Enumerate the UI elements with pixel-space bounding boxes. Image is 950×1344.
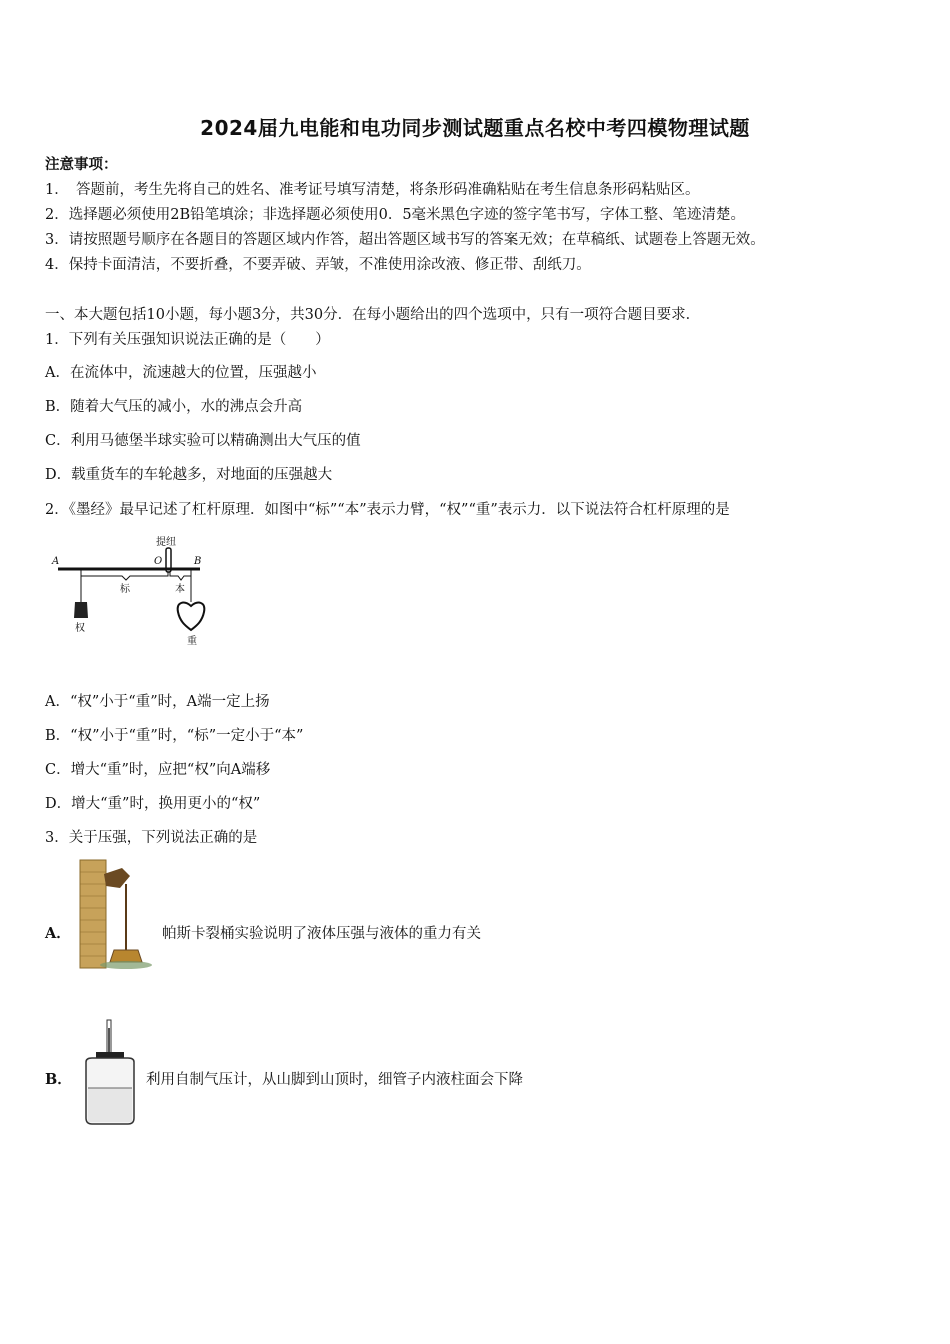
label-quan: 权 xyxy=(75,623,85,634)
notice-item: 3．请按照题号顺序在各题目的答题区域内作答，超出答题区域书写的答案无效；在草稿纸、试题卷上答题无效。 xyxy=(45,232,765,248)
question-2-stem: 2．《墨经》最早记述了杠杆原理．如图中“标”“本”表示力臂，“权”“重”表示力．以下说法符合杠杆原理的是 xyxy=(45,502,730,518)
steelyard-lever-figure xyxy=(50,530,220,652)
page-title: 2024届九电能和电功同步测试题重点名校中考四模物理试题 xyxy=(200,116,750,140)
notice-item: 4．保持卡面清洁，不要折叠，不要弄破、弄皱，不准使用涂改液、修正带、刮纸刀。 xyxy=(45,257,591,273)
label-biao: 标 xyxy=(120,584,130,595)
pascal-barrel-figure xyxy=(76,858,156,970)
question-2-option-c: C．增大“重”时，应把“权”向A端移 xyxy=(45,762,271,778)
question-1-stem: 1．下列有关压强知识说法正确的是（ ） xyxy=(45,332,330,348)
wooden-post xyxy=(80,860,106,968)
question-3-option-b-text: 利用自制气压计，从山脚到山顶时，细管子内液柱面会下降 xyxy=(146,1072,523,1088)
barrel-icon xyxy=(110,950,142,962)
question-3-stem: 3．关于压强，下列说法正确的是 xyxy=(45,830,258,846)
quan-weight xyxy=(74,602,88,618)
section-heading: 一、本大题包括10小题，每小题3分，共30分．在每小题给出的四个选项中，只有一项符合题目要求． xyxy=(45,307,701,323)
question-3-option-a-text: 帕斯卡裂桶实验说明了液体压强与液体的重力有关 xyxy=(162,926,481,942)
question-2-option-b: B．“权”小于“重”时，“标”一定小于“本” xyxy=(45,728,304,744)
barometer-bottle-figure xyxy=(78,1018,142,1126)
bottle-liquid xyxy=(88,1088,132,1122)
brace-ben xyxy=(170,572,191,580)
label-ti-niu: 提纽 xyxy=(156,537,176,548)
water-spill xyxy=(100,961,152,969)
question-2-option-a: A．“权”小于“重”时，A端一定上扬 xyxy=(45,694,270,710)
question-1-option-c: C．利用马德堡半球实验可以精确测出大气压的值 xyxy=(45,433,361,449)
question-2-option-d: D．增大“重”时，换用更小的“权” xyxy=(45,796,261,812)
label-ben: 本 xyxy=(175,584,185,595)
question-3-option-a-label: A． xyxy=(45,925,71,942)
question-1-option-b: B．随着大气压的减小，水的沸点会升高 xyxy=(45,399,303,415)
brace-biao xyxy=(81,572,168,580)
notice-item: 2．选择题必须使用2B铅笔填涂；非选择题必须使用0．5毫米黑色字迹的签字笔书写，字体工整、笔迹清楚。 xyxy=(45,207,746,223)
notice-item: 1． 答题前，考生先将自己的姓名、准考证号填写清楚，将条形码准确粘贴在考生信息条形码粘贴区。 xyxy=(45,182,700,198)
question-1-option-a: A．在流体中，流速越大的位置，压强越小 xyxy=(45,365,317,381)
question-3-option-b-label: B． xyxy=(45,1071,72,1088)
label-a: A xyxy=(52,556,60,567)
question-1-option-d: D．载重货车的车轮越多，对地面的压强越大 xyxy=(45,467,333,483)
notice-heading: 注意事项： xyxy=(45,156,118,173)
label-o: O xyxy=(154,556,163,567)
label-b: B xyxy=(194,556,202,567)
label-zhong: 重 xyxy=(187,636,197,647)
zhong-load xyxy=(178,603,205,630)
